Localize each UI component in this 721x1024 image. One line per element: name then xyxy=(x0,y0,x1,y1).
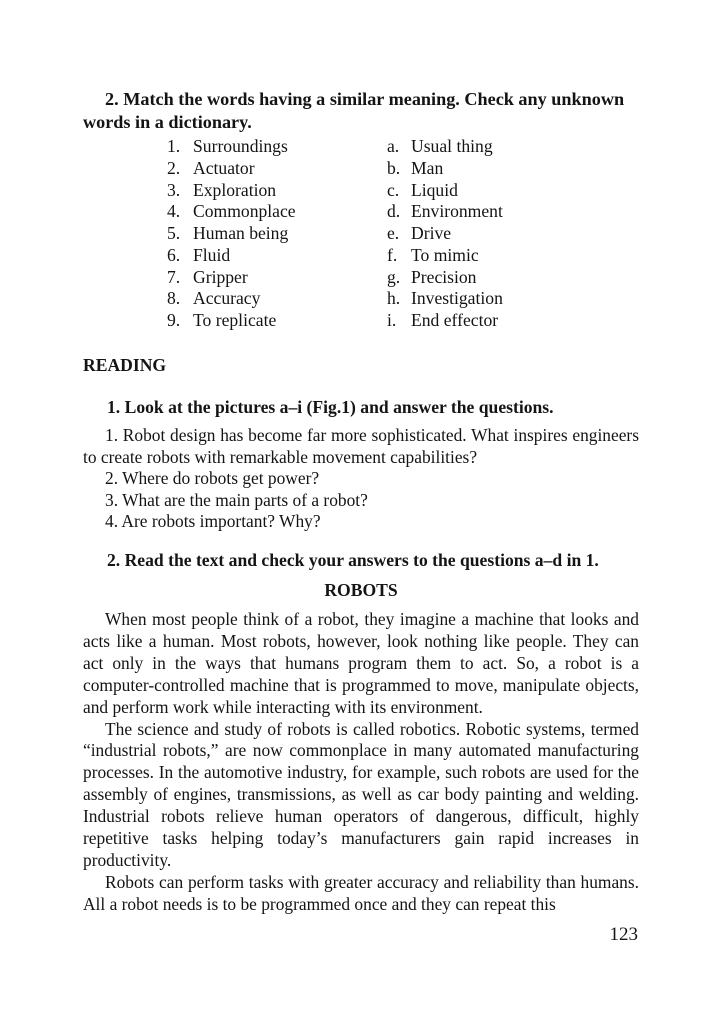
synonym-row: i. End effector xyxy=(387,310,499,330)
textbook-page xyxy=(83,88,639,914)
term-row: 2. Actuator xyxy=(167,157,255,178)
question-item: 1. Robot design has become far more sophisticated. What inspires engineers to create robots with remarkable movement capabilities? xyxy=(83,425,639,467)
term-row: 5. Human being xyxy=(167,223,289,243)
synonyms-column xyxy=(387,136,503,332)
synonym-row: d. Environment xyxy=(387,201,503,222)
paragraph: The science and study of robots is called robotics. Robotic systems, termed “industrial robots,” are now commonplace in many automated manufacturing processes. In the automotive industry, for example, such robots are used for the assembly of engines, transmissions, as well as car body painting and welding. Industrial robots relieve human operators of dangerous, difficult, highly repetitive tasks helping today’s manufacturers gain rapid increases in productivity. xyxy=(83,718,639,870)
synonym-row: f. To mimic xyxy=(387,244,479,265)
term-row: 1. Surroundings xyxy=(167,136,288,156)
reading-task-1-heading: 1. Look at the pictures a–i (Fig.1) and answer the questions. xyxy=(107,397,554,417)
text-title: ROBOTS xyxy=(324,580,398,600)
question-item: 2. Where do robots get power? xyxy=(105,468,320,488)
task-2-heading: 2. Match the words having a similar meaning. Check any unknown words in a dictionary. xyxy=(83,89,625,132)
page-number: 123 xyxy=(609,924,638,945)
question-item: 4. Are robots important? Why? xyxy=(105,511,321,531)
synonym-row: e. Drive xyxy=(387,223,452,243)
term-row: 4. Commonplace xyxy=(167,201,296,222)
questions-list xyxy=(83,425,639,533)
synonym-row: g. Precision xyxy=(387,266,477,287)
reading-text xyxy=(83,609,639,916)
synonym-row: h. Investigation xyxy=(387,288,503,309)
term-row: 7. Gripper xyxy=(167,266,248,287)
terms-column xyxy=(167,136,296,332)
term-row: 6. Fluid xyxy=(167,244,231,265)
reading-task-2-heading: 2. Read the text and check your answers to the questions a–d in 1. xyxy=(107,550,599,570)
paragraph: When most people think of a robot, they imagine a machine that looks and acts like a human. Most robots, however, look nothing like people. They can act only in the ways that humans program them to act. So, a robot is a computer-controlled machine that is programmed to move, manipulate objects, and perform work while interacting with its environment. xyxy=(83,609,639,717)
term-row: 9. To replicate xyxy=(167,310,277,330)
term-row: 8. Accuracy xyxy=(167,288,261,309)
section-title-reading: READING xyxy=(83,355,167,375)
matching-exercise xyxy=(83,136,639,332)
term-row: 3. Exploration xyxy=(167,179,277,200)
synonym-row: b. Man xyxy=(387,157,444,178)
synonym-row: a. Usual thing xyxy=(387,136,493,156)
question-item: 3. What are the main parts of a robot? xyxy=(105,489,368,510)
synonym-row: c. Liquid xyxy=(387,179,458,200)
paragraph: Robots can perform tasks with greater accuracy and reliability than humans. All a robot needs is to be programmed once and they can repeat this xyxy=(83,871,639,914)
